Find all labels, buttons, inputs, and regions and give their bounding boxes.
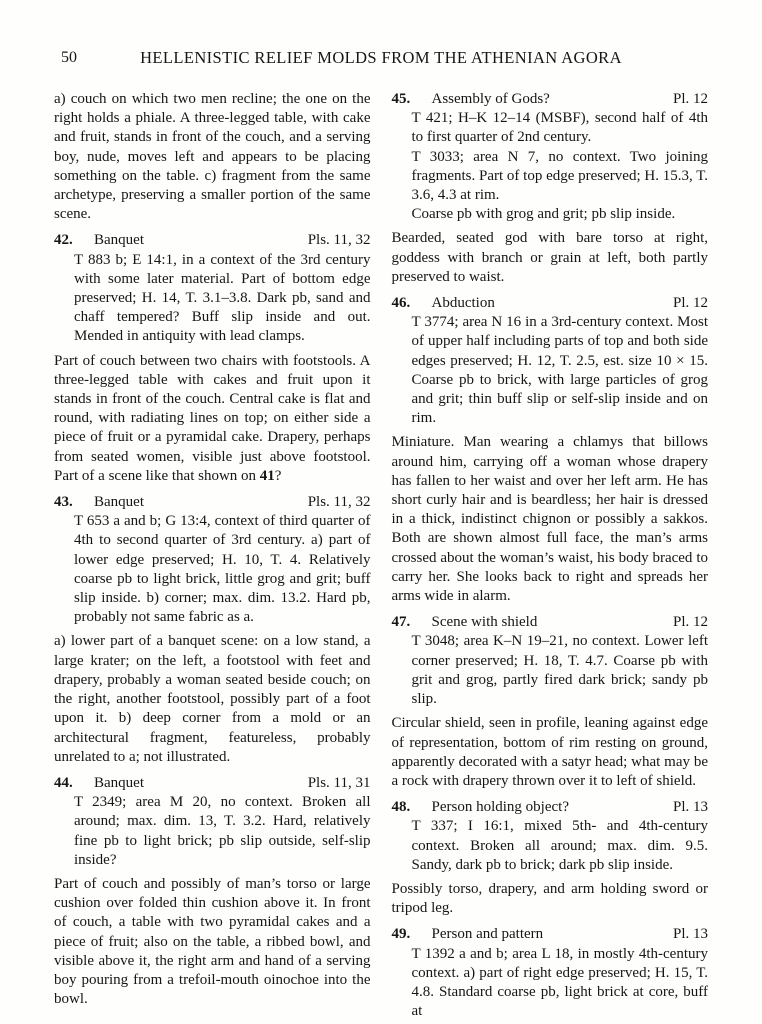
entry-details-paragraph: T 653 a and b; G 13:4, context of third quarter of 4th to second quarter of 3rd century. a) part of lower edge preserved; H. 10, T. 4. Relatively coarse pb to light brick, little grog and grit; buff slip inside. b) corner; max. dim. 13.2. Hard pb, probably not same fabric as a. xyxy=(74,513,371,626)
entry-details-paragraph: T 3048; area K–N 19–21, no context. Lower left corner preserved; H. 18, T. 4.7. Coarse pb with grit and grog, partly fired dark brick; sandy pb slip. xyxy=(411,633,708,708)
text-run: Part of couch between two chairs with footstools. A three-legged table with cakes and fruit upon it stands in front of the couch. Central cake is flat and round, with radiating lines on top; on either side a piece of fruit or a pyramidal cake. Drapery, perhaps from seated women, visible just above footstool. Part of a scene like that shown on xyxy=(54,352,371,484)
catalog-entry-title: Person and pattern xyxy=(431,926,544,943)
plate-reference: Pl. 12 xyxy=(672,614,708,631)
plate-reference: Pls. 11, 32 xyxy=(307,232,371,249)
catalog-entry-number: 42. xyxy=(54,232,73,249)
entry-details-paragraph: T 1392 a and b; area L 18, in mostly 4th-century context. a) part of right edge preserved; H. 15, T. 4.8. Standard coarse pb, light brick at core, buff at xyxy=(411,945,708,1020)
description-paragraph xyxy=(392,229,709,287)
catalog-entry-title: Banquet xyxy=(94,774,144,791)
catalog-entry-details xyxy=(392,945,709,1022)
catalog-entry-title: Banquet xyxy=(94,494,144,511)
catalog-entry-header xyxy=(54,774,371,793)
catalog-entry-title: Abduction xyxy=(431,295,495,312)
catalog-entry-details xyxy=(392,109,709,224)
catalog-entry-details xyxy=(54,512,371,627)
text-run: Miniature. Man wearing a chlamys that billows around him, carrying off a woman whose drapery has fallen to her waist and over her left arm. He has short curly hair and is beardless; her hair is dressed in a thick, indistinct chignon or possibly a sakkos. Both are shown almost full face, the man’s arms crossed about the woman’s waist, his body braced to carry her. She looks back to right and spreads her arms wide in alarm. xyxy=(391,434,708,605)
text-run: Bearded, seated god with bare torso at right, goddess with branch or grain at left, both partly preserved to waist. xyxy=(391,230,708,285)
description-paragraph xyxy=(392,714,709,791)
entry-details-paragraph: T 883 b; E 14:1, in a context of the 3rd century with some later material. Part of bottom edge preserved; H. 14, T. 3.1–3.8. Dark pb, sand and chaff tempered? Buff slip inside and out. Mended in antiquity with lead clamps. xyxy=(74,251,371,345)
description-paragraph xyxy=(54,90,371,224)
description-paragraph xyxy=(54,352,371,486)
text-run: Part of couch and possibly of man’s torso or large cushion over folded thin cushion above it. In front of couch, a table with two pyramidal cakes and a piece of fruit; also on the table, a ribbed bowl, and visible above it, the right arm and hand of a serving boy pouring from a trefoil-mouth oinochoe into the bowl. xyxy=(54,875,371,1008)
text-run: a) couch on which two men recline; the one on the right holds a phiale. A three-legged table, with cake and fruit, stands in front of the couch, and a serving boy, nude, moves left and appears to be placing something on the table. c) fragment from the same archetype, preserving a smaller portion of the same scene. xyxy=(54,91,371,223)
catalog-entry-title: Scene with shield xyxy=(431,614,538,631)
plate-reference: Pls. 11, 32 xyxy=(307,494,371,511)
catalog-entry-number: 49. xyxy=(391,926,411,943)
catalog-entry-header xyxy=(392,90,709,109)
catalog-entry-header xyxy=(54,493,371,512)
entry-details-paragraph: T 3033; area N 7, no context. Two joining fragments. Part of top edge preserved; H. 15.3, T. 3.6, 4.3 at rim. xyxy=(411,148,708,204)
plate-reference: Pl. 12 xyxy=(672,295,708,312)
catalog-entry-header xyxy=(392,798,709,817)
catalog-entry-header xyxy=(392,294,709,313)
entry-details-paragraph: Coarse pb with grog and grit; pb slip inside. xyxy=(411,206,676,223)
entry-details-paragraph: T 337; I 16:1, mixed 5th- and 4th-century context. Broken all around; max. dim. 9.5. Sandy, dark pb to brick; dark pb slip inside. xyxy=(411,818,708,873)
catalog-entry-details xyxy=(54,251,371,347)
plate-reference: Pls. 11, 31 xyxy=(307,774,371,791)
description-paragraph xyxy=(392,880,709,918)
plate-reference: Pl. 13 xyxy=(672,926,708,943)
catalog-entry-header xyxy=(54,231,371,250)
catalog-entry-header xyxy=(392,613,709,632)
description-paragraph xyxy=(54,632,371,766)
catalog-entry-number: 47. xyxy=(391,614,411,631)
text-run: 41 xyxy=(259,467,275,484)
catalog-entry-number: 44. xyxy=(54,774,73,791)
entry-details-paragraph: T 3774; area N 16 in a 3rd-century context. Most of upper half including parts of top and both side edges preserved; H. 12, T. 2.5, est. size 10 × 15. Coarse pb to brick, with large particles of grog and grit; thin buff slip or self-slip inside and on rim. xyxy=(411,314,708,427)
plate-reference: Pl. 12 xyxy=(672,91,708,107)
page-header xyxy=(54,48,708,70)
catalog-entry-details xyxy=(392,313,709,428)
description-paragraph xyxy=(54,875,371,1009)
running-title: HELLENISTIC RELIEF MOLDS FROM THE ATHENIAN AGORA xyxy=(140,48,622,67)
page-number: 50 xyxy=(61,49,77,66)
catalog-entry-title: Person holding object? xyxy=(431,799,569,816)
catalog-entry-title: Banquet xyxy=(94,232,144,249)
entry-details-paragraph: T 421; H–K 12–14 (MSBF), second half of 4th to first quarter of 2nd century. xyxy=(411,110,708,146)
right-column xyxy=(392,90,709,1024)
text-run: ? xyxy=(274,467,282,484)
catalog-entry-number: 48. xyxy=(391,799,411,816)
catalog-entry-title: Assembly of Gods? xyxy=(431,91,550,107)
text-run: a) lower part of a banquet scene: on a low stand, a large krater; on the left, a footstool with feet and drapery, probably a woman seated beside couch; on the right, another footstool, possibly part of a foot upon it. b) deep corner from a mold or an architectural fragment, featureless, probably unrelated to a; not illustrated. xyxy=(54,633,371,765)
catalog-entry-details xyxy=(392,632,709,709)
catalog-entry-header xyxy=(392,925,709,944)
catalog-entry-number: 46. xyxy=(391,295,411,312)
text-run: Possibly torso, drapery, and arm holding sword or tripod leg. xyxy=(391,880,708,917)
left-column xyxy=(54,90,371,1024)
plate-reference: Pl. 13 xyxy=(672,799,708,816)
entry-details-paragraph: T 2349; area M 20, no context. Broken all around; max. dim. 13, T. 3.2. Hard, relatively fine pb to light brick; pb slip outside, self-slip inside? xyxy=(74,794,371,868)
text-run: Circular shield, seen in profile, leaning against edge of representation, bottom of rim resting on ground, apparently decorated with a satyr head; what may be a rock with drapery thrown over it to left of shield. xyxy=(391,715,708,789)
catalog-entry-number: 43. xyxy=(54,494,73,511)
catalog-entry-details xyxy=(54,793,371,870)
text-columns xyxy=(54,90,708,1024)
description-paragraph xyxy=(392,433,709,606)
catalog-entry-number: 45. xyxy=(391,91,411,107)
catalog-entry-details xyxy=(392,817,709,875)
